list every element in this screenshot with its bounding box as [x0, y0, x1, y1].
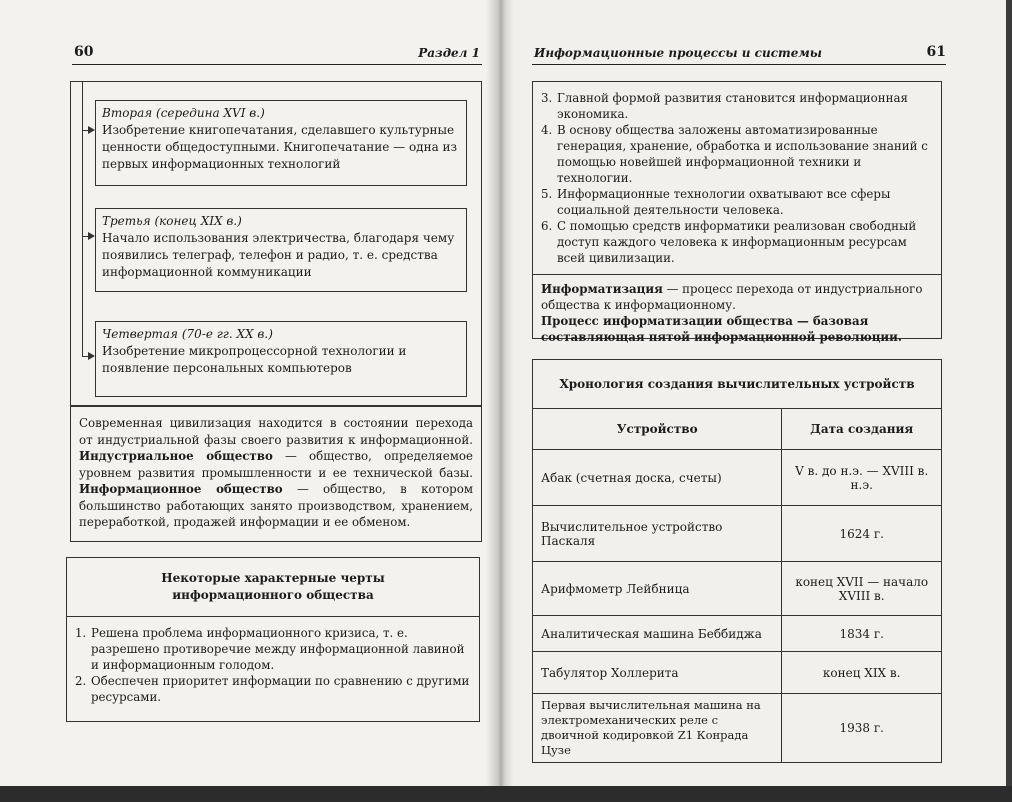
features-list [67, 617, 479, 705]
stage-title: Третья (конец XIX в.) [102, 214, 242, 228]
list-item: 5. Информационные технологии охватывают все сферы социальной деятельности человека. [541, 187, 891, 217]
list-item: 1. Решена проблема информационного кризиса, т. е. разрешено противоречие между информационной лавиной и информационным голодом. [75, 626, 465, 672]
date-cell: 1624 г. [782, 506, 942, 562]
date-cell: V в. до н.э. — XVIII в. н.э. [782, 450, 942, 506]
def-industrial: — общество, определяемое уровнем развития промышленности и ее технической базы. [79, 449, 473, 480]
header-rule-right [532, 64, 946, 65]
list-item: 3. Главной формой развития становится информационная экономика. [541, 91, 908, 121]
connector-line [82, 81, 83, 356]
running-head-left: Раздел 1 [418, 46, 480, 60]
list-item: 2. Обеспечен приоритет информации по сравнению с другими ресурсами. [75, 674, 470, 704]
features-title: Некоторые характерные черты информационного общества [161, 571, 385, 602]
definitions-box [70, 406, 482, 542]
stage-box [95, 321, 467, 397]
stage-box [95, 208, 467, 292]
header-rule-left [72, 64, 482, 65]
stage-title: Четвертая (70-е гг. XX в.) [102, 327, 273, 341]
term-industrial: Индустриальное общество [79, 449, 273, 463]
device-cell: Вычислительное устройство Паскаля [533, 506, 782, 562]
table-row [533, 694, 942, 763]
table-row [533, 506, 942, 562]
chronology-table [532, 359, 942, 763]
informatization-sentence: Процесс информатизации общества — базовая составляющая пятой информационной революции. [541, 314, 903, 344]
date-cell: 1938 г. [782, 694, 942, 763]
term-informatization: Информатизация [541, 282, 663, 296]
device-cell: Первая вычислительная машина на электромеханических реле с двоичной кодировкой Z1 Конрада Цузе [533, 694, 782, 763]
device-cell: Арифмометр Лейбница [533, 562, 782, 616]
features-title-cell [67, 558, 479, 617]
stage-text: Изобретение микропроцессорной технологии и появление персональных компьютеров [102, 344, 407, 375]
table-title: Хронология создания вычислительных устройств [533, 360, 942, 409]
informatization-section [533, 274, 941, 345]
date-cell: 1834 г. [782, 616, 942, 652]
book-gutter [486, 0, 514, 786]
arrow-stem [82, 356, 90, 357]
table-title-row [533, 360, 942, 409]
stage-text: Начало использования электричества, благодаря чему появились телеграф, телефон и радио, т. е. средства информационной коммуникации [102, 231, 455, 279]
list-item: 6. С помощью средств информатики реализован свободный доступ каждого человека к информационным ресурсам всей цивилизации. [541, 219, 917, 265]
date-cell: конец XVII — начало XVIII в. [782, 562, 942, 616]
table-row [533, 616, 942, 652]
features-continued-list [541, 90, 933, 266]
column-header: Дата создания [782, 409, 942, 450]
table-row [533, 562, 942, 616]
page-number-right: 61 [926, 44, 946, 60]
scan-bottom-edge [0, 786, 1012, 802]
arrow-stem [82, 130, 90, 131]
device-cell: Абак (счетная доска, счеты) [533, 450, 782, 506]
running-head-right: Информационные процессы и системы [534, 46, 822, 60]
intro-text: Современная цивилизация находится в состоянии перехода от индустриальной фазы своего развития к информационной. [79, 416, 473, 447]
term-information: Информационное общество [79, 482, 283, 496]
definitions-text [79, 415, 473, 531]
date-cell: конец XIX в. [782, 652, 942, 694]
list-item: 4. В основу общества заложены автоматизированные генерация, хранение, обработка и использование знаний с помощью новейшей информационной техники и технологии. [541, 123, 928, 185]
table-row [533, 652, 942, 694]
device-cell: Аналитическая машина Беббиджа [533, 616, 782, 652]
device-cell: Табулятор Холлерита [533, 652, 782, 694]
table-row [533, 450, 942, 506]
def-information: — общество, в котором большинство работающих занято производством, хранением, переработкой, продажей информации и ее обменом. [79, 482, 474, 529]
features-box [66, 557, 480, 722]
informatization-definition: Информатизация — процесс перехода от индустриального общества к информационному. [541, 282, 923, 312]
page-number-left: 60 [74, 44, 94, 60]
features-continued-box [532, 81, 942, 344]
arrow-stem [82, 236, 90, 237]
stage-text: Изобретение книгопечатания, сделавшего культурные ценности общедоступными. Книгопечатание — одна из первых информационных технологий [102, 123, 458, 171]
chronology-table-wrap [532, 359, 942, 763]
right-page [500, 0, 1006, 786]
table-header-row [533, 409, 942, 450]
stage-box [95, 100, 467, 186]
column-header: Устройство [533, 409, 782, 450]
left-page [0, 0, 500, 786]
stage-title: Вторая (середина XVI в.) [102, 106, 265, 120]
